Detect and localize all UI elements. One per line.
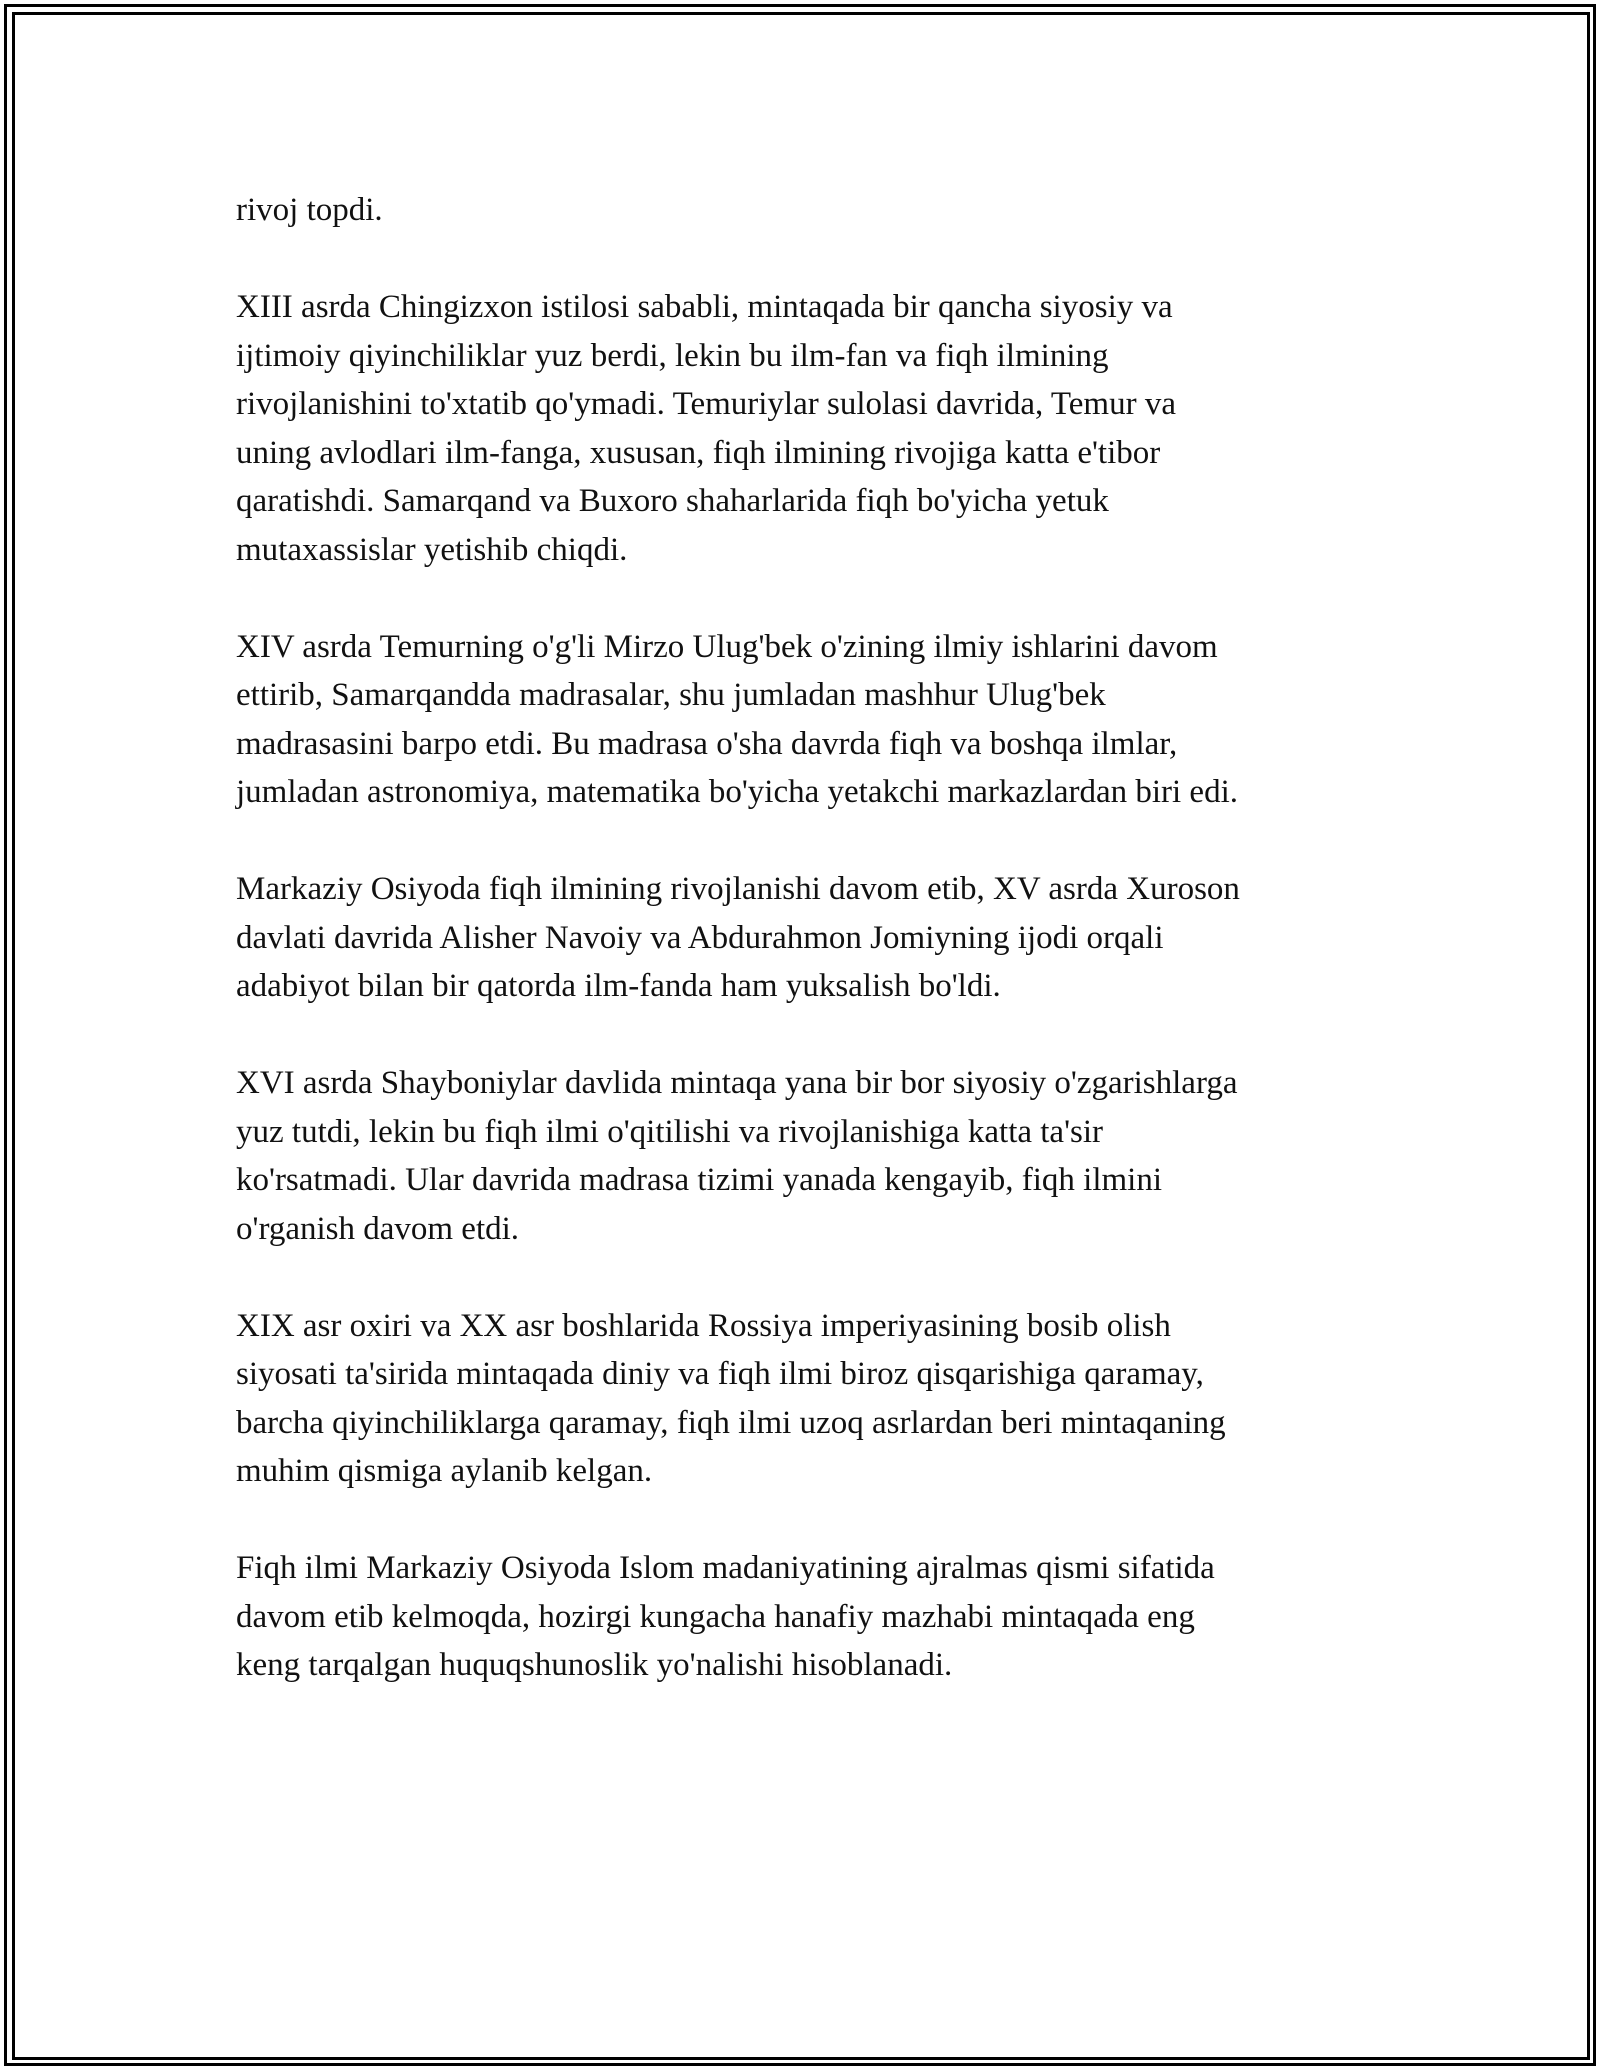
- text-line: davom etib kelmoqda, hozirgi kungacha hanafiy mazhabi mintaqada eng: [236, 1598, 1195, 1635]
- text-line: XVI asrda Shayboniylar davlida mintaqa yana bir bor siyosiy o'zgarishlarga: [236, 1065, 1238, 1101]
- text-line: madrasasini barpo etdi. Bu madrasa o'sha davrda fiqh va boshqa ilmlar,: [236, 725, 1178, 762]
- text-line: davlati davrida Alisher Navoiy va Abdurahmon Jomiyning ijodi orqali: [236, 919, 1164, 956]
- text-line: adabiyot bilan bir qatorda ilm-fanda ham yuksalish bo'ldi.: [236, 968, 1001, 1004]
- text-line: qaratishdi. Samarqand va Buxoro shaharlarida fiqh bo'yicha yetuk: [236, 483, 1109, 519]
- paragraph-3: [236, 623, 1376, 817]
- paragraph-2: [236, 283, 1376, 574]
- paragraph-1: [236, 186, 1376, 235]
- text-line: Fiqh ilmi Markaziy Osiyoda Islom madaniyatining ajralmas qismi sifatida: [236, 1550, 1215, 1586]
- text-line: ijtimoiy qiyinchiliklar yuz berdi, lekin bu ilm-fan va fiqh ilmining: [236, 337, 1109, 374]
- text-line: rivoj topdi.: [236, 192, 383, 228]
- text-line: jumladan astronomiya, matematika bo'yicha yetakchi markazlardan biri edi.: [236, 774, 1238, 810]
- text-line: yuz tutdi, lekin bu fiqh ilmi o'qitilishi va rivojlanishiga katta ta'sir: [236, 1113, 1104, 1150]
- text-line: Markaziy Osiyoda fiqh ilmining rivojlanishi davom etib, XV asrda Xuroson: [236, 871, 1240, 907]
- text-line: mutaxassislar yetishib chiqdi.: [236, 531, 628, 568]
- paragraph-4: [236, 865, 1376, 1011]
- document-body: [236, 186, 1376, 1738]
- text-line: barcha qiyinchiliklarga qaramay, fiqh ilmi uzoq asrlardan beri mintaqaning: [236, 1404, 1226, 1441]
- text-line: ettirib, Samarqandda madrasalar, shu jumladan mashhur Ulug'bek: [236, 677, 1106, 713]
- paragraph-7: [236, 1544, 1376, 1690]
- text-line: XIX asr oxiri va XX asr boshlarida Rossiya imperiyasining bosib olish: [236, 1307, 1171, 1344]
- text-line: XIII asrda Chingizxon istilosi sababli, mintaqada bir qancha siyosiy va: [236, 289, 1173, 325]
- text-line: o'rganish davom etdi.: [236, 1210, 520, 1247]
- text-line: rivojlanishini to'xtatib qo'ymadi. Temuriylar sulolasi davrida, Temur va: [236, 386, 1176, 422]
- text-line: uning avlodlari ilm-fanga, xususan, fiqh ilmining rivojiga katta e'tibor: [236, 434, 1161, 471]
- text-line: ko'rsatmadi. Ular davrida madrasa tizimi yanada kengayib, fiqh ilmini: [236, 1162, 1162, 1198]
- paragraph-5: [236, 1059, 1376, 1253]
- text-line: siyosati ta'sirida mintaqada diniy va fiqh ilmi biroz qisqarishiga qaramay,: [236, 1356, 1204, 1392]
- text-line: muhim qismiga aylanib kelgan.: [236, 1453, 653, 1489]
- text-line: keng tarqalgan huquqshunoslik yo'nalishi hisoblanadi.: [236, 1647, 953, 1683]
- text-line: XIV asrda Temurning o'g'li Mirzo Ulug'bek o'zining ilmiy ishlarini davom: [236, 628, 1218, 665]
- paragraph-6: [236, 1302, 1376, 1496]
